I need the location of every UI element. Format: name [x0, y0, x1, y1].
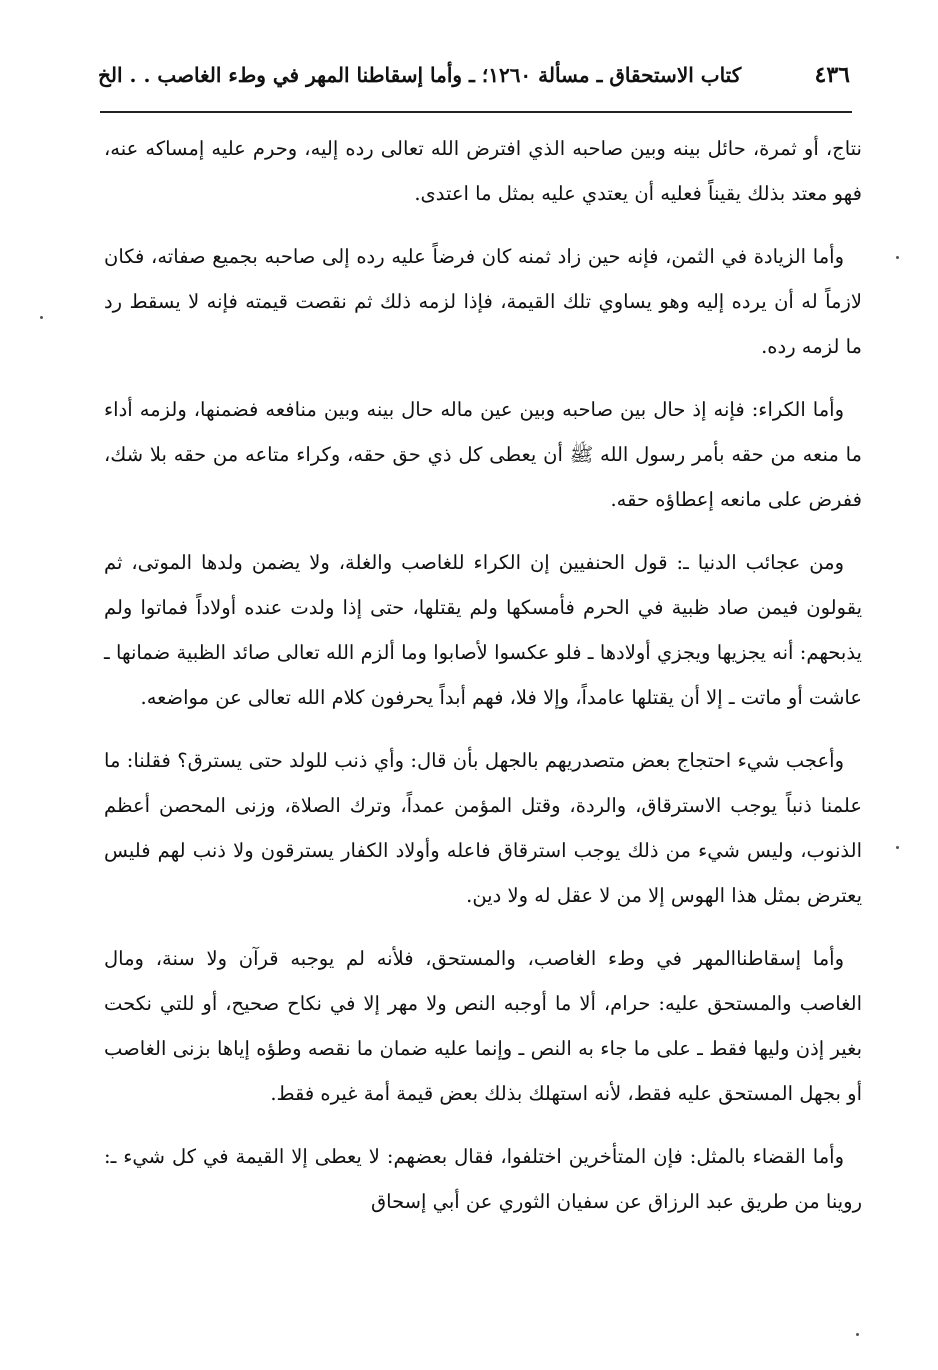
paragraph: ومن عجائب الدنيا ـ: قول الحنفيين إن الكراء للغاصب والغلة، ولا يضمن ولدها الموتى، ثم يقولون فيمن صاد ظبية في الحرم فأمسكها ولم يقتلها، حتى إذا ولدت عنده أولاداً فماتوا ولم يذبحهم: أنه يجزيها ويجزي أولادها ـ فلو عكسوا لأصابوا وما ألزم الله تعالى صائد الظبية ضمانها ـ عاشت أو ماتت ـ إلا أن يقتلها عامداً، وإلا فلا، فهم أبداً يحرفون كلام الله تعالى عن مواضعه.: [104, 551, 862, 709]
running-title: كتاب الاستحقاق ـ مسألة ١٢٦٠؛ ـ وأما إسقاطنا المهر في وطء الغاصب . . الخ: [98, 63, 742, 87]
scan-speck: [896, 256, 899, 259]
page-number: ٤٣٦: [814, 62, 850, 88]
paragraph: وأعجب شيء احتجاج بعض متصدريهم بالجهل بأن قال: وأي ذنب للولد حتى يسترق؟ فقلنا: ما علمنا ذنباً يوجب الاسترقاق، والردة، وقتل المؤمن عمداً، وترك الصلاة، وزنى المحصن أعظم الذنوب، وليس شيء من ذلك يوجب استرقاق فاعله وأولاد الكفار يسترقون ولا ذنب لهم فليس يعترض بمثل هذا الهوس إلا من لا عقل له ولا دين.: [104, 749, 862, 907]
scan-speck: [40, 316, 43, 319]
header-rule: [100, 111, 852, 113]
body-text: [104, 126, 862, 1224]
page-header: [98, 54, 850, 96]
paragraph: وأما الكراء: فإنه إذ حال بين صاحبه وبين عين ماله حال بينه وبين منافعه فضمنها، ولزمه أداء ما منعه من حقه بأمر رسول الله ﷺ أن يعطى كل ذي حق حقه، وكراء متاعه من حقه بلا شك، ففرض على مانعه إعطاؤه حقه.: [104, 398, 862, 511]
paragraph: وأما القضاء بالمثل: فإن المتأخرين اختلفوا، فقال بعضهم: لا يعطى إلا القيمة في كل شيء ـ: روينا من طريق عبد الرزاق عن سفيان الثوري عن أبي إسحاق: [104, 1145, 862, 1213]
paragraph: وأما إسقاطناالمهر في وطء الغاصب، والمستحق، فلأنه لم يوجبه قرآن ولا سنة، ومال الغاصب والمستحق عليه: حرام، ألا ما أوجبه النص ولا مهر إلا في نكاح صحيح، أو للتي نكحت بغير إذن وليها فقط ـ على ما جاء به النص ـ وإنما عليه ضمان ما نقصه وطؤه إياها بزنى الغاصب أو بجهل المستحق عليه فقط، لأنه استهلك بذلك بعض قيمة أمة غيره فقط.: [104, 947, 862, 1105]
scan-speck: [896, 846, 899, 849]
paragraph: وأما الزيادة في الثمن، فإنه حين زاد ثمنه كان فرضاً عليه رده إلى صاحبه بجميع صفاته، فكان لازماً له أن يرده إليه وهو يساوي تلك القيمة، فإذا لزمه ذلك ثم نقصت قيمته فإنه لا يسقط رد ما لزمه رده.: [104, 245, 862, 358]
paragraph: نتاج، أو ثمرة، حائل بينه وبين صاحبه الذي افترض الله تعالى رده إليه، وحرم عليه إمساكه عنه، فهو معتد بذلك يقيناً فعليه أن يعتدي عليه بمثل ما اعتدى.: [104, 137, 862, 205]
scan-speck: [856, 1333, 859, 1336]
